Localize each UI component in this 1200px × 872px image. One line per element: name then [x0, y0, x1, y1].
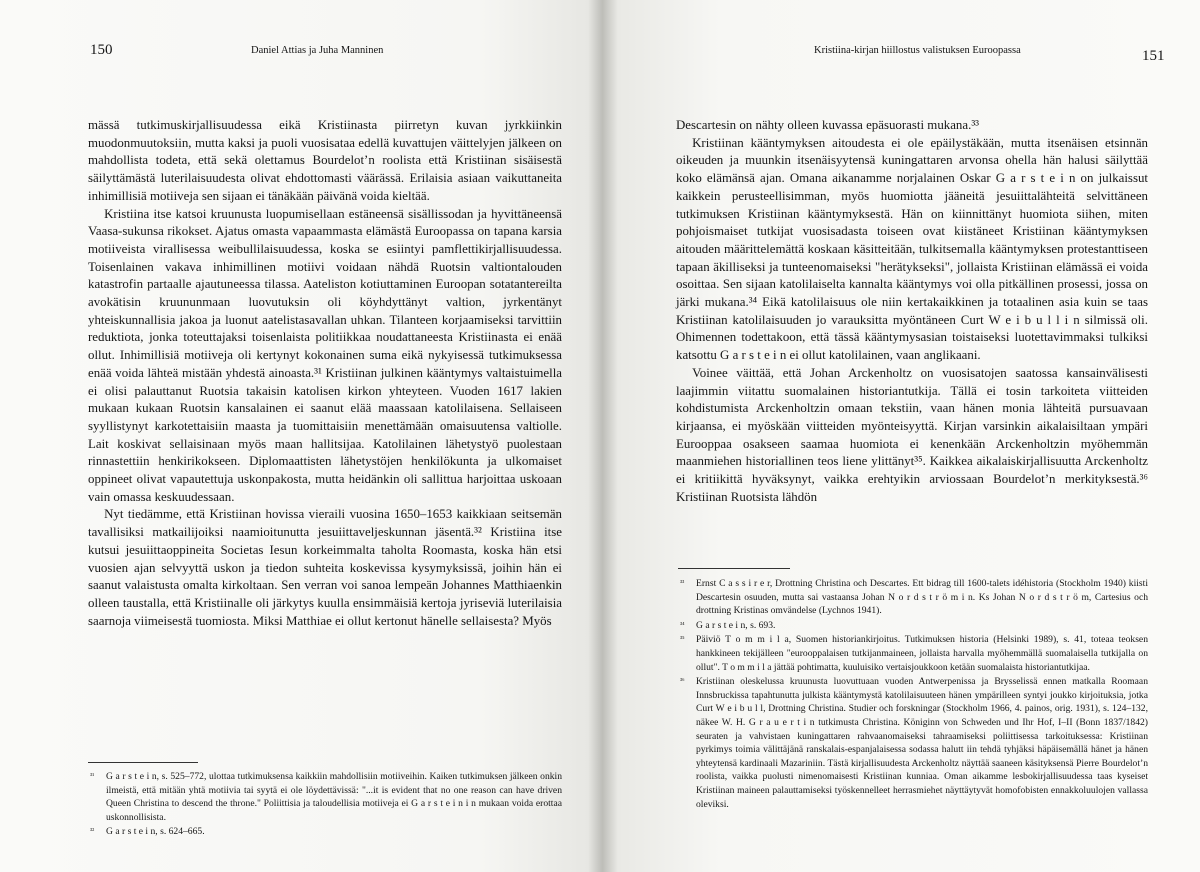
left-body-text [88, 117, 562, 630]
left-paragraph-1: mässä tutkimuskirjallisuudessa eikä Kristiinasta piirretyn kuvan jyrkkiinkin muodonmuutoksiin, mutta kaksi ja puoli vuosisataa edellä kuvattujen väittelyjen jälkeen on mahdollista todeta, että sekä olettamus Bourdelot’n roolista että Kristiinan sisäisestä säilyttämästä luterilaisuudesta olivat ehdottomasti väärässä. Erilaisia asiaan vaikuttaneita inhimillisiä motiiveja sen sijaan ei tänäkään päivänä voida kieltää. [88, 118, 562, 203]
footnote-34: ³⁴ G a r s t e i n, s. 693. [680, 619, 776, 631]
right-body-text [676, 117, 1148, 506]
left-page-number: 150 [90, 42, 113, 58]
right-page [604, 0, 1200, 872]
footnote-32: ³² G a r s t e i n, s. 624–665. [90, 826, 205, 838]
right-page-number: 151 [1142, 48, 1165, 64]
right-running-head: Kristiina-kirjan hiillostus valistuksen Euroopassa [814, 45, 1021, 56]
footnote-33: ³³ Ernst C a s s i r e r, Drottning Christina och Descartes. Ett bidrag till 1600-talets idéhistoria (Stockholm 1940) kiisti Descartesin osuuden, mutta sai vastaansa Johan N o r d s t r ö m i n. Ks Johan N o r d s t r ö m, Cartesius och drottning Kristinas omvändelse (Lychnos 1941). [680, 578, 1148, 617]
footnote-31: ³¹ G a r s t e i n, s. 525–772, ulottaa tutkimuksensa kaikkiin mahdollisiin motiiveihin. Kaiken tutkimuksen jälkeen onkin ilmeistä, että mitään yhtä motiivia tai syytä ei ole löydettävissä: "...it is evident that no one reason can have driven Queen Christina to descend the throne." Poliittisia ja taloudellisia motiiveja ei G a r s t e i n i n mukaan voida erottaa uskonnollisista. [90, 771, 562, 823]
left-footnote-rule [88, 762, 198, 763]
right-footnotes [680, 577, 1148, 812]
right-footnote-rule [678, 568, 790, 569]
left-paragraph-3: Nyt tiedämme, että Kristiinan hovissa vieraili vuosina 1650–1653 kaikkiaan seitsemän tavallisiksi matkailijoiksi naamioitunutta jesuiittaveljeskunnan jäsentä.³² Kristiina itse kutsui jesuiittaoppineita Societas Iesun korkeimmalta taholta Roomasta, koska hän etsi vuosien ajan selvyyttä uskon ja tiedon suhteita koskevissa kysymyksissä, joihin hän ei saanut valaistusta omalta kirkoltaan. Sen verran voi sanoa lempeän Johannes Matthiaenkin olleen taustalla, että Kristiinalle oli järkytys kuulla ensimmäisiä kertoja jyriseviä luterilaisia saarnoja viimeisestä tuomiosta. Miksi Matthiae ei ollut kertonut hänelle sellaisesta? Myös [88, 507, 562, 628]
footnote-36: ³⁶ Kristiinan oleskelussa kruunusta luovuttuaan vuoden Antwerpenissa ja Brysselissä ennen matkalla Roomaan Innsbruckissa tapahtunutta julkista kääntymystä katolilaisuuteen hänen ympärilleen syntyi joukko kirjoituksia, jotka Curt W e i b u l l, Drottning Christina. Studier och forskningar (Stockholm 1966, 4. painos, orig. 1931), s. 124–132, näkee W. H. G r a u e r t i n tutkimusta Christina. Königinn von Schweden und Ihr Hof, I–II (Bonn 1837/1842) seuraten ja vahvistaen kuningattaren rahvaanomaiseksi tahraamiseksi poliittisessa tarkoituksessa: Kristiinan pyrkimys toimia välittäjänä ranskalais-espanjalaisessa sodassa halutt iin tehdä tyhjäksi häpäisemällä hänet ja hänen yhteytensä kardinaali Mazariniin. Tästä kirjallisuudesta Arckenholtz näyttää saaneen käsityksensä Pierre Bourdelot’n roolista, vaikka puolusti nimenomaisesti Kristiinan kunniaa. Oman aikamme lesbokirjallisuudessa taas kyseiset Kristiinan maineen palauttamiseksi työskennelleet herrasmiehet näyttäytyvät homofobisten ennakkoluulojen vallassa oleviksi. [680, 676, 1148, 810]
footnote-35: ³⁵ Päiviö T o m m i l a, Suomen historiankirjoitus. Tutkimuksen historia (Helsinki 1989), s. 41, toteaa teoksen hankkineen tekijälleen "eurooppalaisen tutkijanmaineen, jollaista harvalla myöhemmällä suomalaisella tutkijalla on ollut". T o m m i l a jättää pohtimatta, kuuluisiko vertaisjoukkoon ketään suomalaista historiantutkijaa. [680, 634, 1148, 673]
left-running-head: Daniel Attias ja Juha Manninen [251, 45, 384, 56]
right-paragraph-1: Descartesin on nähty olleen kuvassa epäsuorasti mukana.³³ [676, 118, 980, 132]
right-paragraph-2: Kristiinan kääntymyksen aitoudesta ei ole epäilystäkään, mutta itsenäisen etsinnän oikeuden ja muunkin itsenäisyytensä kuningattaren arvonsa ohella hän halusi säilyttää koko elämänsä ajan. Omana aikanamme norjalainen Oskar G a r s t e i n on julkaissut kaikkein perusteellisimman, myös huomiotta jääneitä jesuiittalähteitä selvittäneen tutkimuksen Kristiinan kääntymyksestä. Hän on kiinnittänyt huomiota siihen, miten pohjoismaiset tutkijat vuosisadasta toiseen ovat kiistäneet Kristiinan kääntymyksen aitouden määrittelemättä koskaan käsitteitään, tulkitsemalla kääntymyksen protestanttiseen tapaan äkilliseksi ja tunteenomaiseksi "herätykseksi", jollaista Kristiinan elämässä ei voida osoittaa. Sen sijaan katolilaiselta kannalta kääntymys voi olla pitkällinen prosessi, jossa on järki mukana.³⁴ Eikä katolilaisuus ole niin kertakaikkinen ja totaalinen asia kuin se taas Kristiinan katolilaisuuden jo varauksitta myöntäneen Curt W e i b u l l i n silmissä oli. Ohimennen todettakoon, että tässä kääntymysasian toistaiseksi luotettavimmaksi tulkiksi katsottu G a r s t e i n ei ollut katolilainen, vaan anglikaani. [676, 135, 1148, 363]
right-paragraph-3: Voinee väittää, että Johan Arckenholtz on vuosisatojen saatossa kansainvälisesti laajimmin viitattu suomalainen historiantutkija. Tällä ei tosin tarkoiteta viitteiden kohdistumista Arckenholtzin omaan tekstiin, vaan hänen monia lähteitä pursuavaan kirjaansa, ei myöskään viitteiden myönteisyyttä. Kirjan varsinkin aikalaisiltaan ympäri Eurooppaa osakseen saamaa huomiota ei kenenkään Arckenholtzin myöhemmän maanmiehen historiallinen teos liene ylittänyt³⁵. Kaikkea aikalaiskirjallisuutta Arckenholtz ei kritiikittä hyväksynyt, vaikka erehtyikin arviossaan Bourdelot’n merkityksestä.³⁶ Kristiinan Ruotsista lähdön [676, 365, 1148, 504]
left-paragraph-2: Kristiina itse katsoi kruunusta luopumisellaan estäneensä sisällissodan ja hyvittäneensä Vaasa-sukunsa rikokset. Ajatus omasta vapaammasta elämästä Euroopassa on tapana karsia motiiveista virallisessa weibullilaisuudessa, koska se esiintyi pamflettikirjallisuudessa. Toisenlainen vakava inhimillinen motiivi voidaan nähdä Ruotsin valtiontalouden katastrofin partaalle ajautuneessa tilassa. Aateliston kotiuttaminen Euroopan sotatantereilta avokätisin kruununmaan luovutuksin oli köyhdyttänyt valtion, jyrkentänyt yhteiskunnallisia jakoa ja luonut aatelistasavallan uhkan. Tilanteen korjaamiseksi tarvittiin reduktiota, jonka toteuttajaksi toisenlaista politiikkaa noudattaneesta Kristiinasta ei enää ollut. Inhimillisiä motiiveja oli kertynyt kokonainen suma eikä nykyisessä tutkimuksessa enää voida lähteä mistään yhdestä ainoasta.³¹ Kristiinan julkinen kääntymys valtaistuimella ei olisi palauttanut Ruotsia takaisin katolisen kirkon yhteyteen. Vuoden 1617 lakien mukaan kukaan Ruotsin kansalainen ei saanut elää maassaan katolilaisena. Sellaiseen syyllistynyt karkotettaisiin maasta ja tuomittaisiin menettämään omaisuutensa valtiolle. Lait koskivat sellaisinaan myös maan hallitsijaa. Katolilainen lähetystyö puolestaan rinnastettiin henkirikokseen. Diplomaattisten lähetystöjen henkilökunta ja ulkomaiset oppineet olivat vapautettuja uskonpakosta, mutta heidänkin oli sallittua harjoittaa uskoaan vain omassa keskuudessaan. [88, 206, 562, 504]
left-footnotes [90, 770, 562, 840]
